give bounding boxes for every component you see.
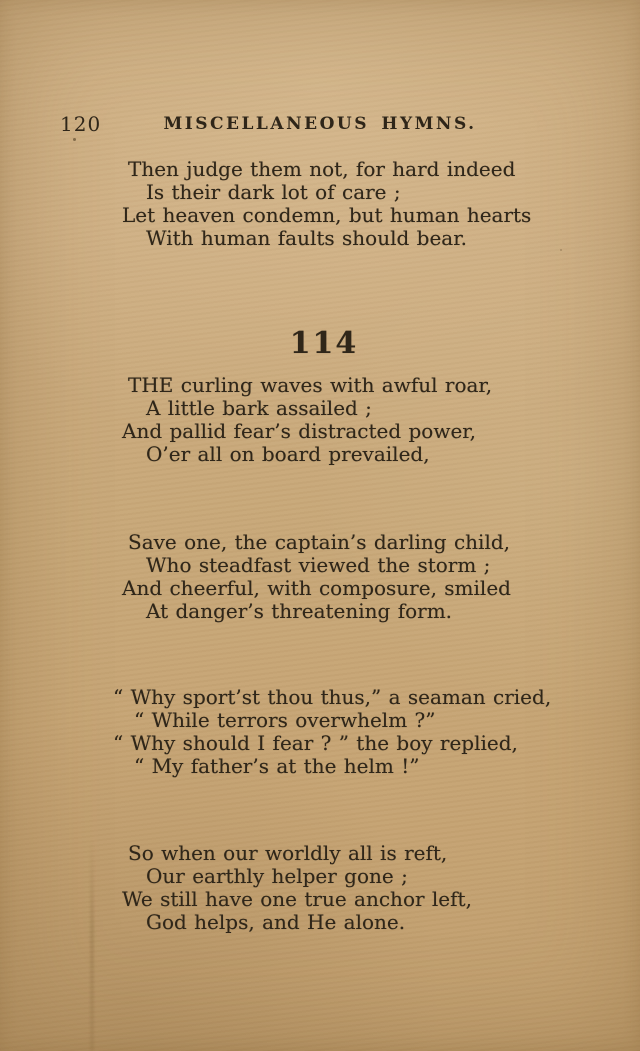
verse-line: Our earthly helper gone ; xyxy=(146,864,408,888)
page-number: 120 xyxy=(60,112,102,136)
verse-line: “ Why should I fear ? ” the boy replied, xyxy=(113,731,518,755)
paper-crease xyxy=(90,840,94,1051)
verse-line: “ Why sport’st thou thus,” a seaman cried, xyxy=(113,685,552,709)
verse-line: Let heaven condemn, but human hearts xyxy=(122,203,532,227)
verse-line: Then judge them not, for hard indeed xyxy=(128,157,516,181)
running-head xyxy=(0,112,640,138)
hymn-stanza-4 xyxy=(122,842,592,934)
verse-line: And cheerful, with composure, smiled xyxy=(122,576,511,600)
verse-line: Save one, the captain’s darling child, xyxy=(128,530,511,554)
hymn-stanza-1 xyxy=(122,374,592,466)
previous-hymn-last-stanza xyxy=(122,158,592,250)
verse-line: O’er all on board prevailed, xyxy=(146,442,430,466)
hymn-stanza-2 xyxy=(122,531,592,623)
verse-line: God helps, and He alone. xyxy=(146,910,406,934)
verse-line: Is their dark lot of care ; xyxy=(146,180,401,204)
verse-line: So when our worldly all is reft, xyxy=(128,841,448,865)
verse-line: At danger’s threatening form. xyxy=(146,599,453,623)
verse-line: We still have one true anchor left, xyxy=(122,887,472,911)
verse-line: And pallid fear’s distracted power, xyxy=(122,419,476,443)
verse-line: Who steadfast viewed the storm ; xyxy=(146,553,491,577)
verse-line: THE curling waves with awful roar, xyxy=(128,373,493,397)
verse-line: “ While terrors overwhelm ?” xyxy=(134,708,436,732)
verse-line: “ My father’s at the helm !” xyxy=(134,754,420,778)
verse-line: With human faults should bear. xyxy=(146,226,467,250)
hymn-stanza-3 xyxy=(113,685,592,778)
hymn-number: 114 xyxy=(289,326,359,361)
verse-line: A little bark assailed ; xyxy=(146,396,372,420)
paper-speck xyxy=(73,138,76,141)
running-header-title: MISCELLANEOUS HYMNS. xyxy=(163,114,477,134)
